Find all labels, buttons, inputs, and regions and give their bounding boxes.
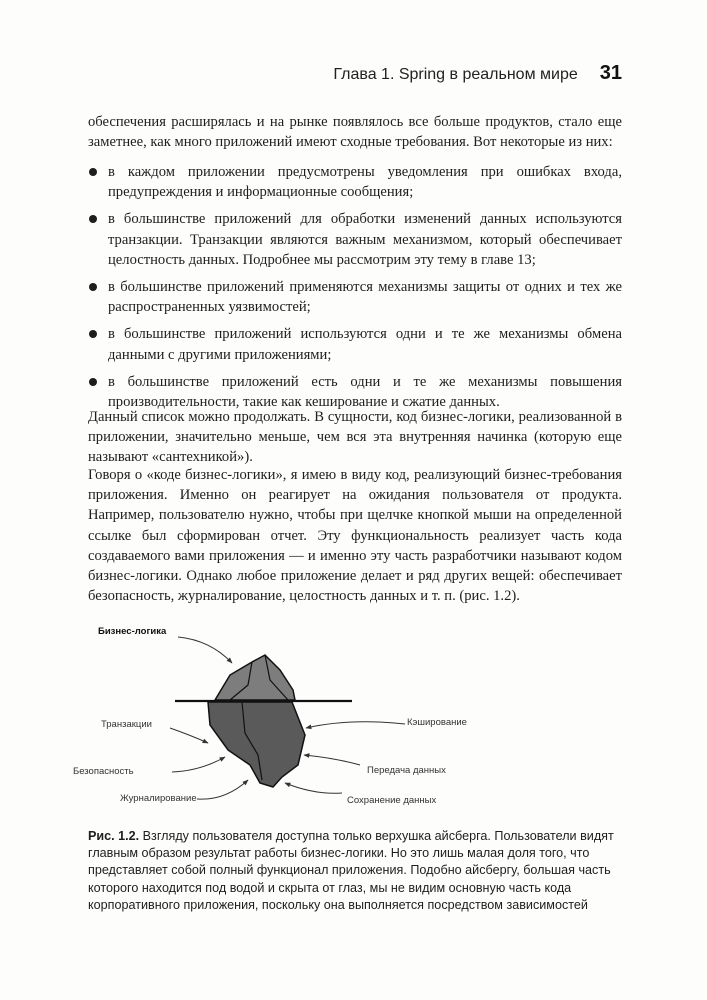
label-security: Безопасность xyxy=(73,766,134,777)
arrow-business-logic xyxy=(178,637,232,663)
label-transactions: Транзакции xyxy=(101,719,152,730)
list-item-text: в большинстве приложений есть одни и те же механизмы повышения производительности, такие как кеширование и сжатие данных. xyxy=(108,373,622,411)
arrow-security xyxy=(172,757,225,772)
paragraph-text: Говоря о «коде бизнес-логики», я имею в виду код, реализующий бизнес-требования приложения. Именно он реагирует на ожидания пользователя от продукта. Например, пользователю нужно, чтобы при щелчке кнопкой мыши на определенной ссылке был сформирован отчет. Эту функциональность реализует часть кода создаваемого вами приложения — и именно эту часть разработчики называют кодом бизнес-логики. Однако любое приложение делает и ряд других вещей: обеспечивает безопасность, журналирование, целостность данных и т. п. (рис. 1.2). xyxy=(88,467,622,605)
requirements-list xyxy=(88,162,622,419)
list-item xyxy=(88,162,622,202)
page-header xyxy=(88,62,622,86)
label-data-transfer: Передача данных xyxy=(367,765,446,776)
bullet-icon xyxy=(89,330,97,338)
iceberg-figure xyxy=(60,615,640,815)
paragraph-business-logic xyxy=(88,465,622,606)
arrow-data-transfer xyxy=(304,755,360,765)
arrow-caching xyxy=(306,722,405,728)
arrow-data-storage xyxy=(285,783,342,793)
arrow-transactions xyxy=(170,728,208,743)
list-item xyxy=(88,324,622,364)
label-business-logic: Бизнес-логика xyxy=(98,626,167,637)
list-item-text: в большинстве приложений для обработки изменений данных используются транзакции. Транзакции являются важным механизмом, который обеспечивает целостность данных. Подробнее мы рассмотрим эту тему в главе 13; xyxy=(108,211,622,268)
paragraph-text: Данный список можно продолжать. В сущности, код бизнес-логики, реализованной в приложении, значительно меньше, чем вся эта внутренняя начинка (которую еще называют «сантехникой»). xyxy=(88,409,622,466)
page-number: 31 xyxy=(599,62,622,84)
label-logging: Журналирование xyxy=(120,793,197,804)
label-caching: Кэширование xyxy=(407,717,467,728)
paragraph-summary xyxy=(88,407,622,468)
figure-caption xyxy=(88,828,622,914)
iceberg-tip xyxy=(215,655,295,700)
label-data-storage: Сохранение данных xyxy=(347,795,437,806)
chapter-title: Глава 1. Spring в реальном мире xyxy=(333,66,578,83)
paragraph-text: обеспечения расширялась и на рынке появлялось все больше продуктов, стало еще заметнее, как много приложений имеют сходные требования. Вот некоторые из них: xyxy=(88,114,622,151)
list-item xyxy=(88,277,622,317)
iceberg-underwater xyxy=(208,702,305,787)
figure-number: Рис. 1.2. xyxy=(88,829,140,843)
caption-text: Взгляду пользователя доступна только верхушка айсберга. Пользователи видят главным образом результат работы бизнес-логики. Но это лишь малая доля того, что представляет собой полный функционал приложения. Подобно айсбергу, большая часть которого находится под водой и скрыта от глаз, мы не видим основную часть кода корпоративного приложения, поскольку она выполняется посредством зависимостей xyxy=(88,829,614,912)
list-item xyxy=(88,209,622,270)
paragraph-intro xyxy=(88,112,622,152)
list-item-text: в каждом приложении предусмотрены уведомления при ошибках входа, предупреждения и информационные сообщения; xyxy=(108,164,622,201)
arrow-logging xyxy=(197,780,248,799)
list-item-text: в большинстве приложений используются одни и те же механизмы обмена данными с другими приложениями; xyxy=(108,326,622,363)
list-item-text: в большинстве приложений применяются механизмы защиты от одних и тех же распространенных уязвимостей; xyxy=(108,279,622,316)
bullet-icon xyxy=(89,215,97,223)
bullet-icon xyxy=(89,168,97,176)
bullet-icon xyxy=(89,283,97,291)
bullet-icon xyxy=(89,378,97,386)
iceberg-diagram xyxy=(60,615,640,815)
